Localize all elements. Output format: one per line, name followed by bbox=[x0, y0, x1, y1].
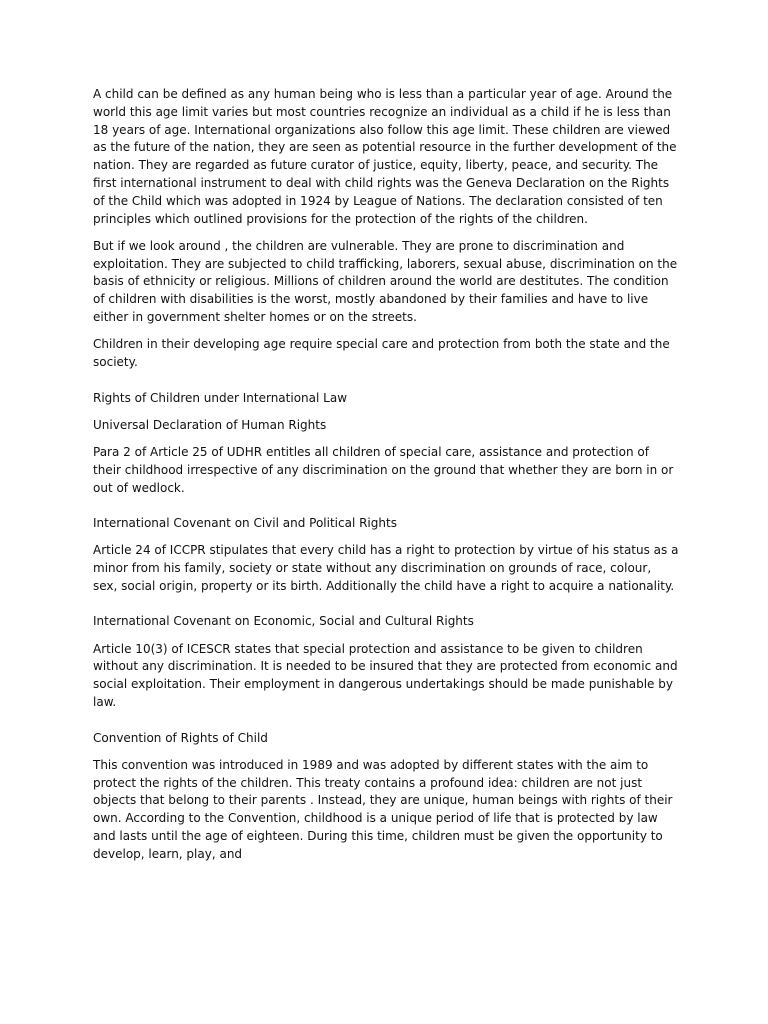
intro-paragraph-2: But if we look around , the children are vulnerable. They are prone to discrimination and exploitation. They are subjected to child trafficking, laborers, sexual abuse, discrimination on the basis of ethnicity or religious. Millions of children around the world are destitutes. The condition of children with disabilities is the worst, mostly abandoned by their families and have to live either in government shelter homes or on the streets. bbox=[93, 238, 678, 324]
intro-paragraph-1: A child can be defined as any human being who is less than a particular year of age. Around the world this age limit varies but most countries recognize an individual as a child if he is less than 18 years of age. International organizations also follow this age limit. These children are viewed as the future of the nation, they are seen as potential resource in the further development of the nation. They are regarded as future curator of justice, equity, liberty, peace, and security. The first international instrument to deal with child rights was the Geneva Declaration on the Rights of the Child which was adopted in 1924 by League of Nations. The declaration consisted of ten principles which outlined provisions for the protection of the rights of the children. bbox=[93, 87, 677, 226]
iccpr-paragraph: Article 24 of ICCPR stipulates that every child has a right to protection by virtue of his status as a minor from his family, society or state without any discrimination on grounds of race, colour, sex, social origin, property or its birth. Additionally the child have a right to acquire a nationality. bbox=[93, 543, 679, 593]
crc-paragraph: This convention was introduced in 1989 and was adopted by different states with the aim to protect the rights of the children. This treaty contains a profound idea: children are not just objects that belong to their parents . Instead, they are unique, human beings with rights of their own. According to the Convention, childhood is a unique period of life that is protected by law and lasts until the age of eighteen. During this time, children must be given the opportunity to develop, learn, play, and bbox=[93, 757, 673, 861]
section-title: Rights of Children under International Law bbox=[93, 390, 348, 405]
udhr-heading: Universal Declaration of Human Rights bbox=[93, 417, 327, 432]
icescr-paragraph: Article 10(3) of ICESCR states that special protection and assistance to be given to children without any discrimination. It is needed to be insured that they are protected from economic and social exploitation. Their employment in dangerous undertakings should be made punishable by law. bbox=[93, 641, 678, 710]
iccpr-heading: International Covenant on Civil and Political Rights bbox=[93, 516, 397, 531]
udhr-paragraph: Para 2 of Article 25 of UDHR entitles all children of special care, assistance and protection of their childhood irrespective of any discrimination on the ground that whether they are born in or out of wedlock. bbox=[93, 444, 674, 495]
document-body bbox=[93, 86, 679, 873]
icescr-heading: International Covenant on Economic, Social and Cultural Rights bbox=[93, 614, 474, 629]
intro-paragraph-3: Children in their developing age require special care and protection from both the state and the society. bbox=[93, 337, 670, 369]
crc-heading: Convention of Rights of Child bbox=[93, 730, 268, 745]
